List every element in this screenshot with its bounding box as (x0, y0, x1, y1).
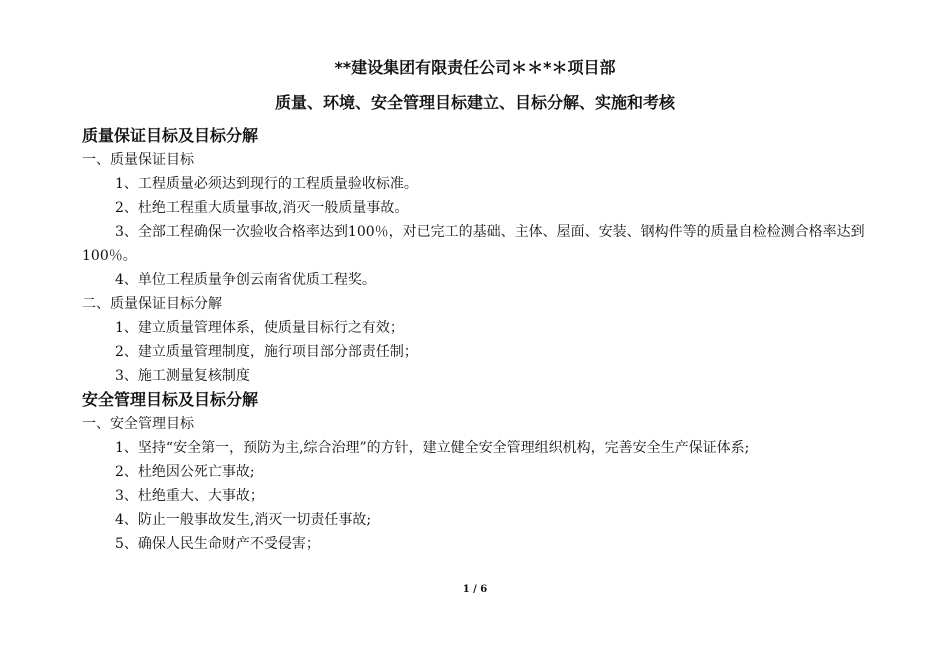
document-body (82, 124, 880, 556)
page-indicator: 1 / 6 (462, 584, 488, 595)
list-item: 3、全部工程确保一次验收合格率达到100％，对已完工的基础、主体、屋面、安装、钢构件等的质量自检检测合格率达到100％。 (82, 224, 865, 264)
subsection-heading-safety-targets: 一、安全管理目标 (82, 416, 194, 432)
section-heading-safety: 安全管理目标及目标分解 (82, 390, 259, 409)
list-item: 1、建立质量管理体系，使质量目标行之有效； (115, 320, 404, 336)
subsection-heading-quality-targets: 一、质量保证目标 (82, 152, 194, 168)
list-item: 4、防止一般事故发生,消灭一切责任事故; (115, 512, 372, 528)
subsection-heading-quality-breakdown: 二、质量保证目标分解 (82, 296, 222, 312)
list-item: 3、杜绝重大、大事故； (115, 488, 264, 504)
section-heading-quality: 质量保证目标及目标分解 (82, 126, 259, 145)
list-item: 2、建立质量管理制度，施行项目部分部责任制； (115, 344, 418, 360)
list-item: 5、确保人民生命财产不受侵害； (115, 536, 320, 552)
document-title: **建设集团有限责任公司＊＊*＊项目部 (334, 58, 616, 77)
list-item: 1、坚持“安全第一，预防为主,综合治理”的方针，建立健全安全管理组织机构，完善安全生产保证体系; (115, 440, 750, 456)
list-item: 2、杜绝工程重大质量事故,消灭一般质量事故。 (115, 200, 409, 216)
list-item: 2、杜绝因公死亡事故; (115, 464, 255, 480)
list-item: 3、施工测量复核制度 (115, 368, 250, 384)
list-item: 1、工程质量必须达到现行的工程质量验收标准。 (115, 176, 418, 192)
list-item: 4、单位工程质量争创云南省优质工程奖。 (115, 272, 376, 288)
document-subtitle: 质量、环境、安全管理目标建立、目标分解、实施和考核 (274, 93, 675, 112)
